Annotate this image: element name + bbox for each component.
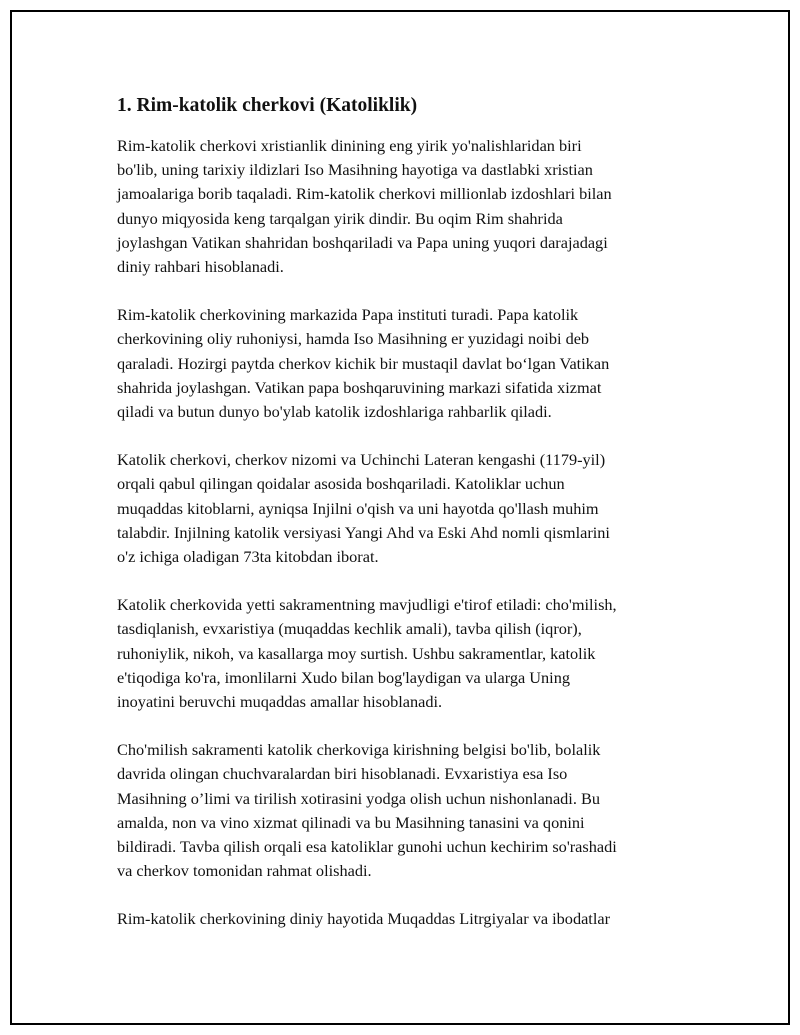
paragraph-6 xyxy=(117,907,697,931)
text-line: Rim-katolik cherkovining markazida Papa instituti turadi. Papa katolik xyxy=(117,305,579,325)
text-line: Masihning o’limi va tirilish xotirasini yodga olish uchun nishonlanadi. Bu xyxy=(117,788,600,808)
text-line: joylashgan Vatikan shahridan boshqariladi va Papa uning yuqori darajadagi xyxy=(117,232,608,252)
text-line: ruhoniylik, nikoh, va kasallarga moy surtish. Ushbu sakramentlar, katolik xyxy=(117,643,596,663)
text-line: Katolik cherkovi, cherkov nizomi va Uchinchi Lateran kengashi (1179-yil) xyxy=(117,450,606,470)
paragraph-2 xyxy=(117,303,697,424)
text-line: qiladi va butun dunyo bo'ylab katolik izdoshlariga rahbarlik qiladi. xyxy=(117,402,552,422)
text-line: qaraladi. Hozirgi paytda cherkov kichik bir mustaqil davlat bo‘lgan Vatikan xyxy=(117,353,610,373)
text-line: jamoalariga borib taqaladi. Rim-katolik cherkovi millionlab izdoshlari bilan xyxy=(117,184,612,204)
text-line: bildiradi. Tavba qilish orqali esa katoliklar gunohi uchun kechirim so'rashadi xyxy=(117,837,617,857)
text-line: tasdiqlanish, evxaristiya (muqaddas kechlik amali), tavba qilish (iqror), xyxy=(117,619,582,639)
text-line: diniy rahbari hisoblanadi. xyxy=(117,257,284,277)
document-body xyxy=(117,92,697,956)
text-line: shahrida joylashgan. Vatikan papa boshqaruvining markazi sifatida xizmat xyxy=(117,377,602,397)
text-line: orqali qabul qilingan qoidalar asosida boshqariladi. Katoliklar uchun xyxy=(117,474,565,494)
paragraph-1 xyxy=(117,134,697,279)
text-line: o'z ichiga oladigan 73ta kitobdan iborat. xyxy=(117,547,379,567)
text-line: Rim-katolik cherkovining diniy hayotida Muqaddas Litrgiyalar va ibodatlar xyxy=(117,909,611,929)
text-line: Cho'milish sakramenti katolik cherkoviga kirishning belgisi bo'lib, bolalik xyxy=(117,740,601,760)
text-line: davrida olingan chuchvaralardan biri hisoblanadi. Evxaristiya esa Iso xyxy=(117,764,568,784)
text-line: cherkovining oliy ruhoniysi, hamda Iso Masihning er yuzidagi noibi deb xyxy=(117,329,590,349)
text-line: muqaddas kitoblarni, ayniqsa Injilni o'qish va uni hayotda qo'llash muhim xyxy=(117,498,599,518)
text-line: dunyo miqyosida keng tarqalgan yirik dindir. Bu oqim Rim shahrida xyxy=(117,208,563,228)
text-line: Rim-katolik cherkovi xristianlik dinining eng yirik yo'nalishlaridan biri xyxy=(117,136,582,155)
text-line: inoyatini beruvchi muqaddas amallar hisoblanadi. xyxy=(117,692,443,712)
text-line: va cherkov tomonidan rahmat olishadi. xyxy=(117,861,372,881)
text-line: e'tiqodiga ko'ra, imonlilarni Xudo bilan bog'laydigan va ularga Uning xyxy=(117,667,570,687)
text-line: talabdir. Injilning katolik versiyasi Yangi Ahd va Eski Ahd nomli qismlarini xyxy=(117,522,610,542)
paragraph-3 xyxy=(117,448,697,569)
paragraph-5 xyxy=(117,738,697,883)
paragraph-4 xyxy=(117,593,697,714)
text-line: bo'lib, uning tarixiy ildizlari Iso Masihning hayotiga va dastlabki xristian xyxy=(117,160,593,180)
text-line: Katolik cherkovida yetti sakramentning mavjudligi e'tirof etiladi: cho'milish, xyxy=(117,595,617,615)
text-line: amalda, non va vino xizmat qilinadi va bu Masihning tanasini va qonini xyxy=(117,812,585,832)
section-heading: 1. Rim-katolik cherkovi (Katoliklik) xyxy=(117,95,418,116)
